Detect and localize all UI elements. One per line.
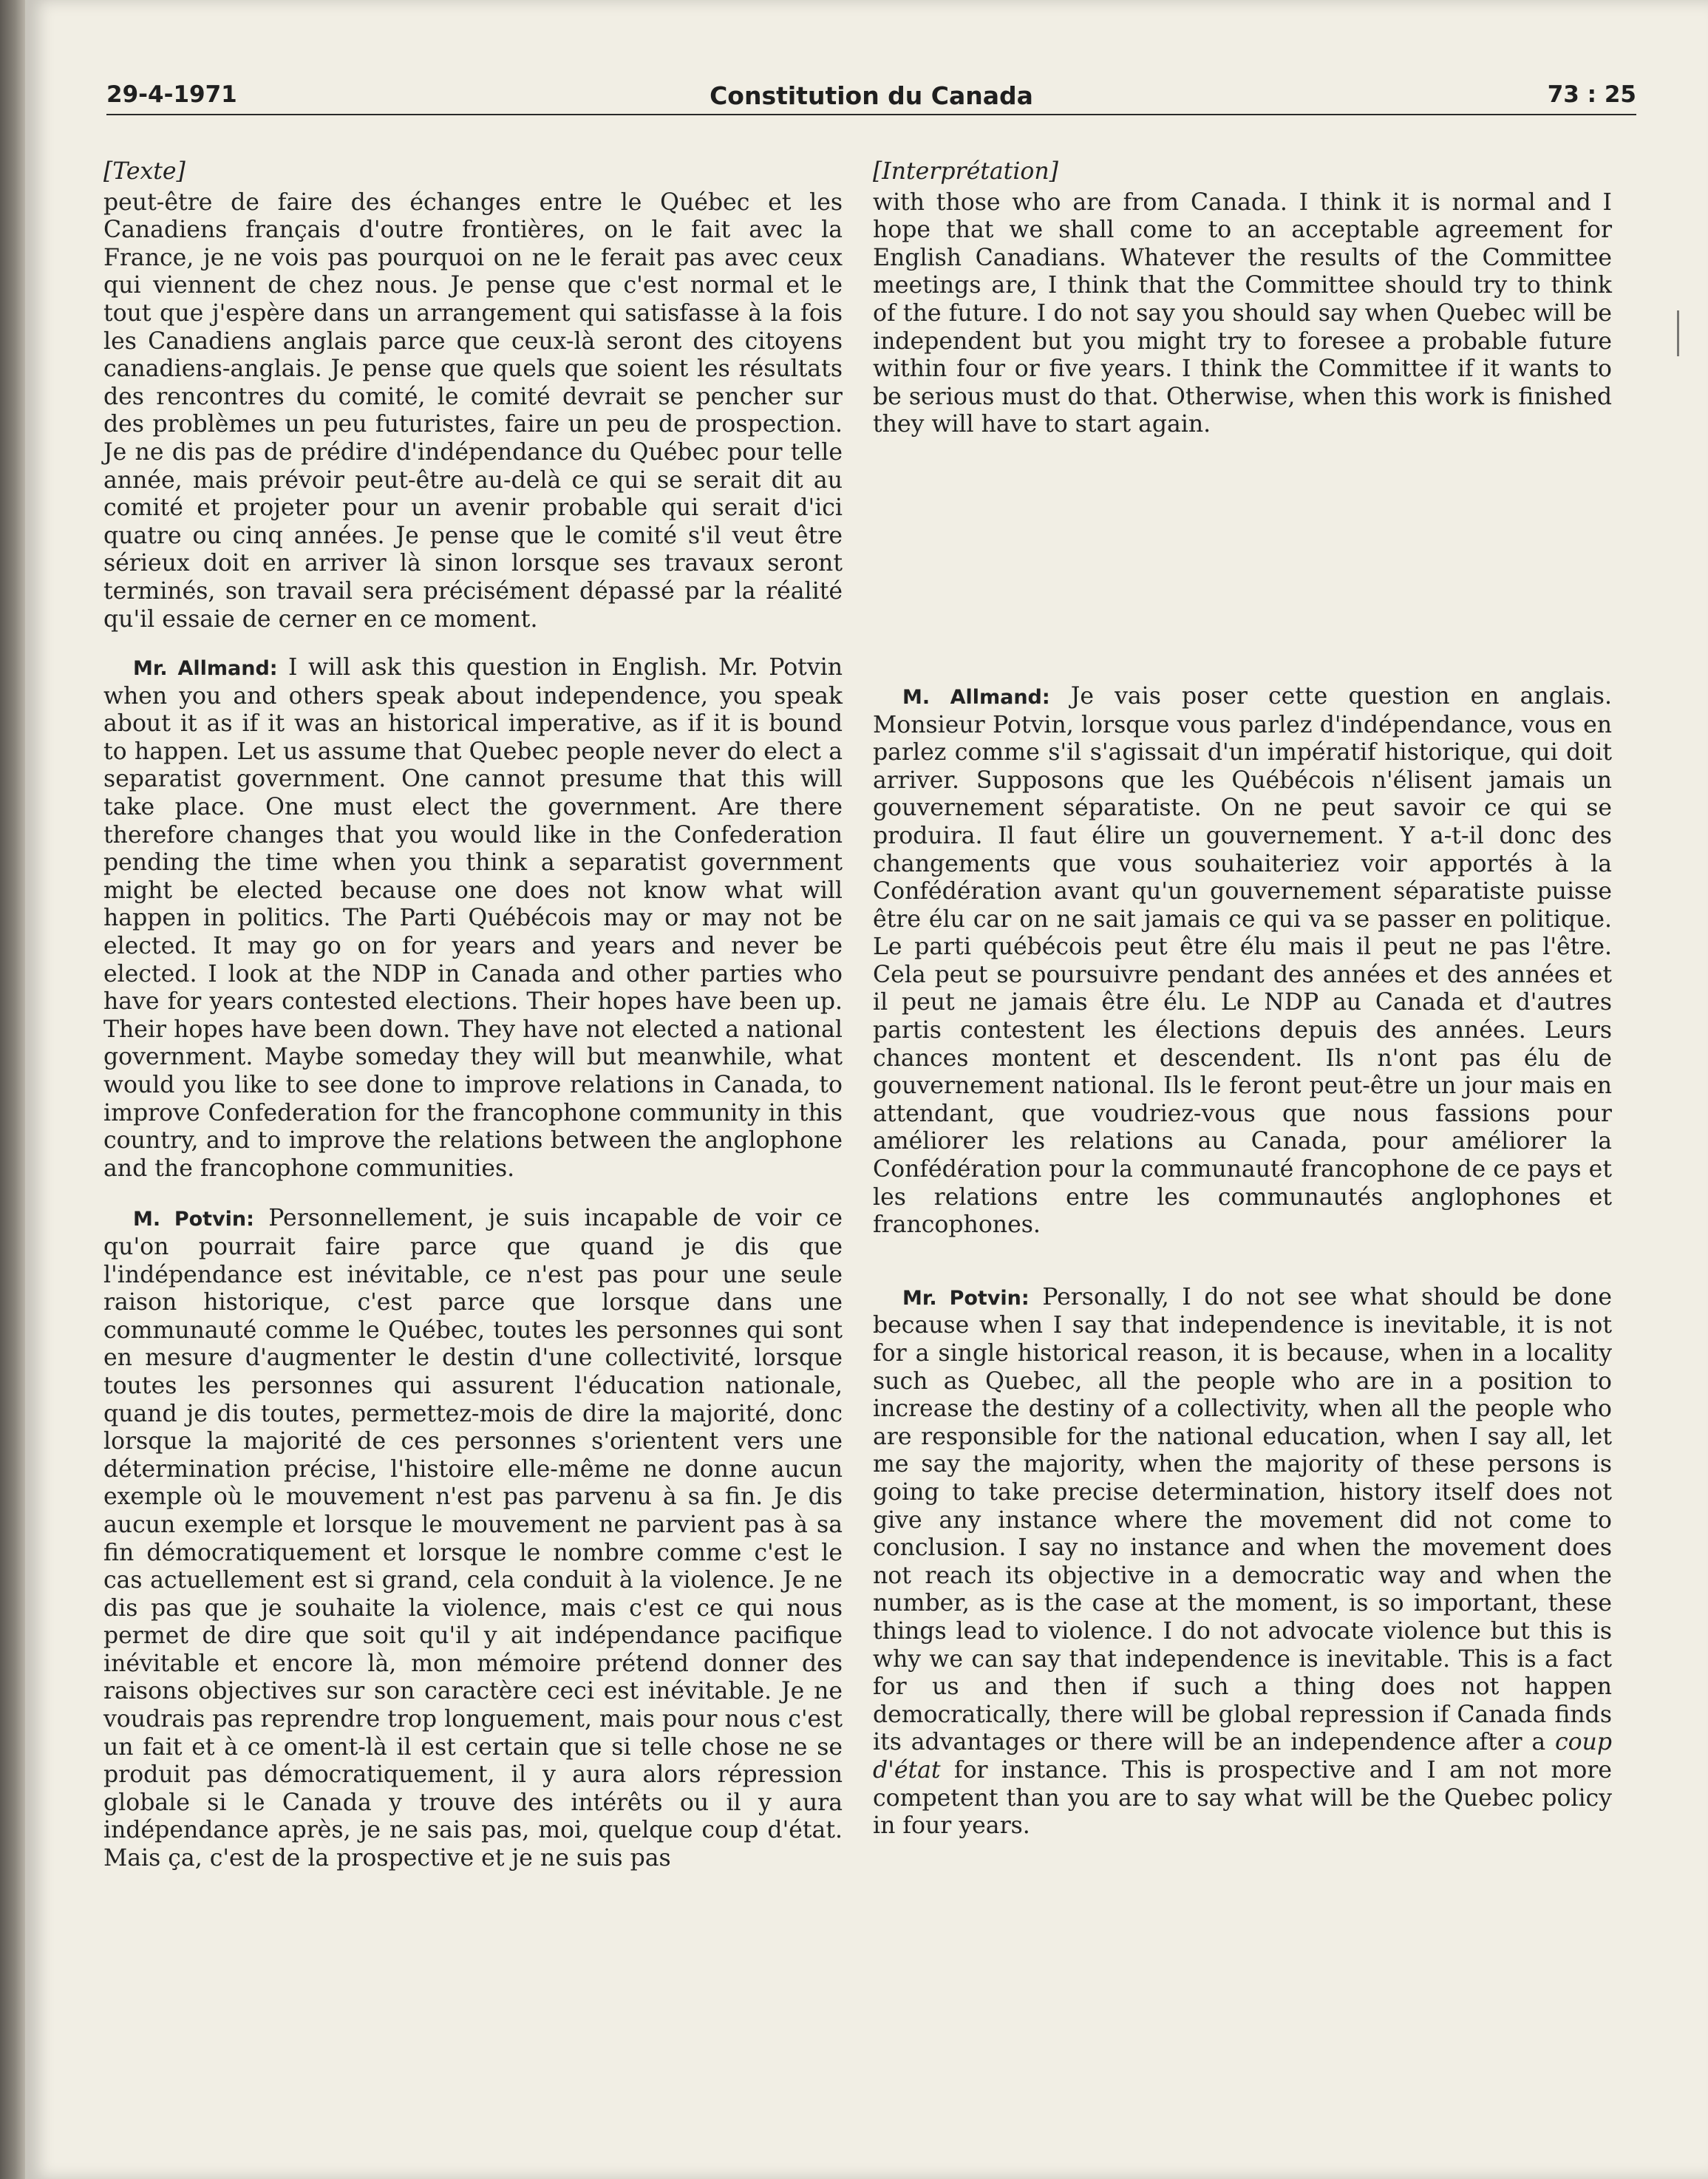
- paragraph-continuation: with those who are from Canada. I think it is normal and I hope that we shall come to an acceptable agreement for English Canadians. Whatever the results of the Committee meetings are, I think that the Committee should try to think of the future. I do not say you should say when Quebec will be independent but you might try to foresee a probable future within four or five years. I think the Committee if it wants to be serious must do that. Otherwise, when this work is finished they will have to start again.: [873, 188, 1612, 438]
- right-column-interpretation: [873, 158, 1612, 1840]
- header-page-number: 73 : 25: [1547, 81, 1636, 108]
- speech-text: for instance. This is prospective and I am not more competent than you are to say what will be the Quebec policy in four years.: [873, 1756, 1612, 1840]
- speech-text: Je vais poser cette question en anglais. Monsieur Potvin, lorsque vous parlez d'indépendance, vous en parlez comme s'il s'agissait d'un impératif historique, qui doit arriver. Supposons que les Québécois n'élisent jamais un gouvernement séparatiste. On ne peut savoir ce qui se produira. Il faut élire un gouvernement. Y a-t-il donc des changements que vous souhaiteriez voir apportés à la Confédération avant qu'un gouvernement séparatiste puisse être élu car on ne sait jamais ce qui va se passer en politique. Le parti québécois peut être élu mais il peut ne pas l'être. Cela peut se poursuivre pendant des années et des années et il peut ne jamais être élu. Le NDP au Canada et d'autres partis contestent les élections depuis des années. Leurs chances montent et descendent. Ils n'ont pas élu de gouvernement national. Ils le feront peut-être un jour mais en attendant, que voudriez-vous que nous fassions pour améliorer les relations au Canada, pour améliorer la Confédération pour la communauté francophone de ce pays et les relations entre les communautés anglophones et francophones.: [873, 682, 1612, 1239]
- speech-text: Personally, I do not see what should be done because when I say that independence is inevitable, it is not for a single historical reason, it is because, when in a locality such as Quebec, all the people who are in a position to increase the destiny of a collectivity, when all the people who are responsible for the national education, when I say all, let me say the majority, when the majority of these persons is going to take precise determination, history itself does not give any instance where the movement did not come to conclusion. I say no instance and when the movement does not reach its objective in a democratic way and when the number, as is the case at the moment, is so important, these things lead to violence. I do not advocate violence but this is why we can say that independence is inevitable. This is a fact for us and then if such a thing does not happen democratically, there will be global repression if Canada finds its advantages or there will be an independence after a: [873, 1283, 1612, 1756]
- speech-text: Personnellement, je suis incapable de voir ce qu'on pourrait faire parce que quand je dis que l'indépendance est inévitable, ce n'est pas pour une seule raison historique, c'est parce que lorsque dans une communauté comme le Québec, toutes les personnes qui sont en mesure d'augmenter le destin d'une collectivité, lorsque toutes les personnes qui assurent l'éducation nationale, quand je dis toutes, permettez-mois de dire la majorité, donc lorsque la majorité de ces personnes s'orientent vers une détermination précise, l'histoire elle-même ne donne aucun exemple où le mouvement n'est pas parvenu à sa fin. Je dis aucun exemple et lorsque le mouvement ne parvient pas à sa fin démocratiquement et lorsque le nombre comme c'est le cas actuellement est si grand, cela conduit à la violence. Je ne dis pas que je souhaite la violence, mais c'est ce qui nous permet de dire que soit qu'il y ait indépendance pacifique inévitable et encore là, mon mémoire prétend donner des raisons objectives sur son caractère ceci est inévitable. Je ne voudrais pas reprendre trop longuement, mais pour nous c'est un fait et à ce oment-là il est certain que si telle chose ne se produit pas démocratiquement, il y aura alors répression globale si le Canada y trouve des intérêts ou il y aura indépendance après, je ne sais pas, moi, quelque coup d'état. Mais ça, c'est de la prospective et je ne suis pas: [103, 1205, 843, 1872]
- speaker-name: M. Potvin:: [133, 1208, 254, 1231]
- header-title: Constitution du Canada: [710, 81, 1033, 110]
- paragraph-continuation: peut-être de faire des échanges entre le Québec et les Canadiens français d'outre frontières, on le fait avec la France, je ne vois pas pourquoi on ne le ferait pas avec ceux qui viennent de chez nous. Je pense que c'est normal et le tout que j'espère dans un arrangement qui satisfasse à la fois les Canadiens anglais parce que ceux-là seront des citoyens canadiens-anglais. Je pense que quels que soient les résultats des rencontres du comité, le comité devrait se pencher sur des problèmes un peu futuristes, faire un peu de prospection. Je ne dis pas de prédire d'indépendance du Québec pour telle année, mais prévoir peut-être au-delà ce qui se serait dit au comité et projeter pour un avenir probable qui serait d'ici quatre ou cinq années. Je pense que le comité s'il veut être sérieux doit en arriver là sinon lorsque ses travaux seront terminés, son travail sera précisément dépassé par la réalité qu'il essaie de cerner en ce moment.: [103, 188, 843, 633]
- speech-italic-term: coup d'état: [873, 1729, 1612, 1784]
- margin-pencil-mark: [1677, 310, 1679, 356]
- speech-potvin-english: [873, 1284, 1612, 1840]
- speech-text: I will ask this question in English. Mr. Potvin when you and others speak about independence, you speak about it as if it was an historical imperative, as if it is bound to happen. Let us assume that Quebec people never do elect a separatist government. One cannot presume that this will take place. One must elect the government. Are there therefore changes that you would like in the Confederation pending the time when you think a separatist government might be elected because one does not know what will happen in politics. The Parti Québécois may or may not be elected. It may go on for years and years and never be elected. I look at the NDP in Canada and other parties who have for years contested elections. Their hopes have been up. Their hopes have been down. They have not elected a national government. Maybe someday they will but meanwhile, what would you like to see done to improve relations in Canada, to improve Confederation for the francophone community in this country, and to improve the relations between the anglophone and the francophone communities.: [103, 654, 843, 1182]
- book-binding-edge: [0, 0, 25, 2179]
- section-label-interpretation: [Interprétation]: [873, 158, 1058, 185]
- speech-allmand-french: [873, 683, 1612, 1240]
- speech-allmand-english: [103, 654, 843, 1183]
- speaker-name: M. Allmand:: [902, 685, 1050, 709]
- left-column-french: [103, 158, 843, 1873]
- speech-potvin-french: [103, 1205, 843, 1872]
- document-page: [25, 0, 1708, 2179]
- running-header: [106, 77, 1636, 115]
- speaker-name: Mr. Potvin:: [902, 1286, 1030, 1310]
- header-date: 29-4-1971: [106, 81, 237, 108]
- section-label-texte: [Texte]: [103, 158, 186, 185]
- speaker-name: Mr. Allmand:: [133, 657, 278, 681]
